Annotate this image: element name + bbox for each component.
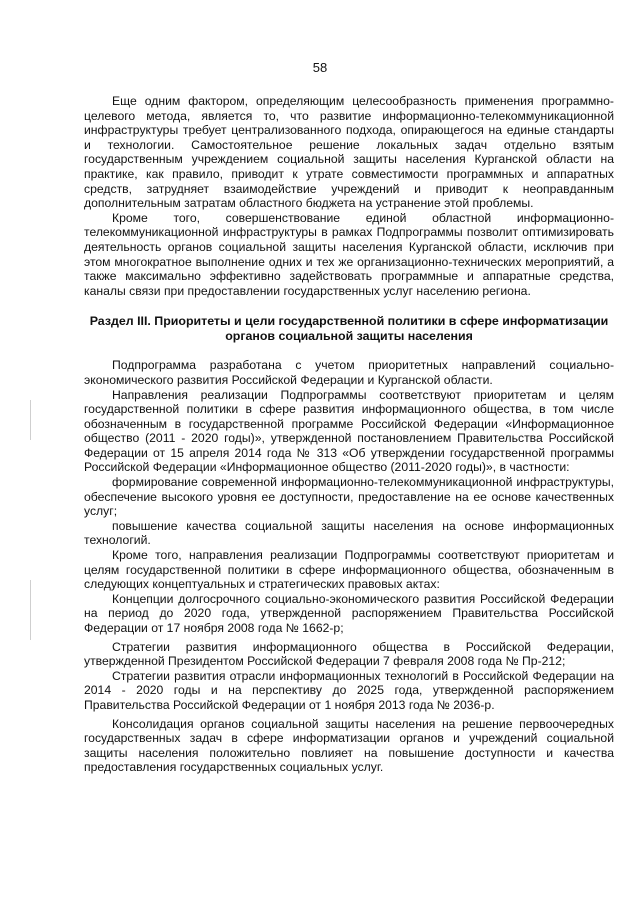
- paragraph: Направления реализации Подпрограммы соответствуют приоритетам и целям государственной политики в сфере развития информационного общества, в том числе обозначенным в государственной программе Российской Федерации «Информационное общество (2011 - 2020 годы)», утвержденной постановлением Правительства Российской Федерации от 15 апреля 2014 года № 313 «Об утверждении государственной программы Российской Федерации «Информационное общество (2011-2020 годы)», в частности:: [84, 387, 614, 475]
- list-item: Стратегии развития информационного общества в Российской Федерации, утвержденной Президентом Российской Федерации 7 февраля 2008 года № Пр-212;: [84, 639, 614, 669]
- scan-artifact: [30, 400, 31, 440]
- list-item: Концепции долгосрочного социально-экономического развития Российской Федерации на период до 2020 года, утвержденной распоряжением Правительства Российской Федерации от 17 ноября 2008 года № 1662-р;: [84, 591, 614, 635]
- scan-artifact: [30, 580, 31, 640]
- paragraph: Подпрограмма разработана с учетом приоритетных направлений социально-экономического развития Российской Федерации и Курганской области.: [84, 358, 614, 387]
- paragraph: Кроме того, направления реализации Подпрограммы соответствуют приоритетам и целям государственной политики в сфере информационного общества, обозначенным в следующих концептуальных и стратегических правовых актах:: [84, 548, 614, 592]
- paragraph: Консолидация органов социальной защиты населения на решение первоочередных государственных задач в сфере информатизации органов и учреждений социальной защиты населения положительно повлияет на повышение доступности и качества предоставления государственных социальных услуг.: [84, 716, 614, 775]
- section-heading: Раздел III. Приоритеты и цели государственной политики в сфере информатизации органов социальной защиты населения: [89, 314, 609, 344]
- document-body: [84, 94, 614, 775]
- paragraph: Кроме того, совершенствование единой областной информационно-телекоммуникационной инфраструктуры в рамках Подпрограммы позволит оптимизировать деятельность органов социальной защиты населения Курганской области, исключив при этом многократное выполнение одних и тех же организационно-технических мероприятий, а также максимально эффективно задействовать программные и аппаратные средства, каналы связи при предоставлении государственных услуг населению региона.: [84, 210, 614, 298]
- page-number: 58: [312, 60, 328, 75]
- paragraph: Еще одним фактором, определяющим целесообразность применения программно-целевого метода, является то, что развитие информационно-телекоммуникационной инфраструктуры требует централизованного подхода, опирающегося на единые стандарты и технологии. Самостоятельное решение локальных задач отдельно взятым государственным учреждением социальной защиты населения Курганской области на практике, как правило, приводит к утрате совместимости программных и аппаратных средств, затрудняет взаимодействие учреждений и приводит к неоправданным дополнительным затратам областного бюджета на устранение этой проблемы.: [84, 94, 614, 211]
- list-item: повышение качества социальной защиты населения на основе информационных технологий.: [84, 518, 614, 548]
- list-item: Стратегии развития отрасли информационных технологий в Российской Федерации на 2014 - 2020 годы и на перспективу до 2025 года, утвержденной распоряжением Правительства Российской Федерации от 1 ноября 2013 года № 2036-р.: [84, 668, 614, 712]
- list-item: формирование современной информационно-телекоммуникационной инфраструктуры, обеспечение высокого уровня ее доступности, предоставление на ее основе качественных услуг;: [84, 475, 614, 519]
